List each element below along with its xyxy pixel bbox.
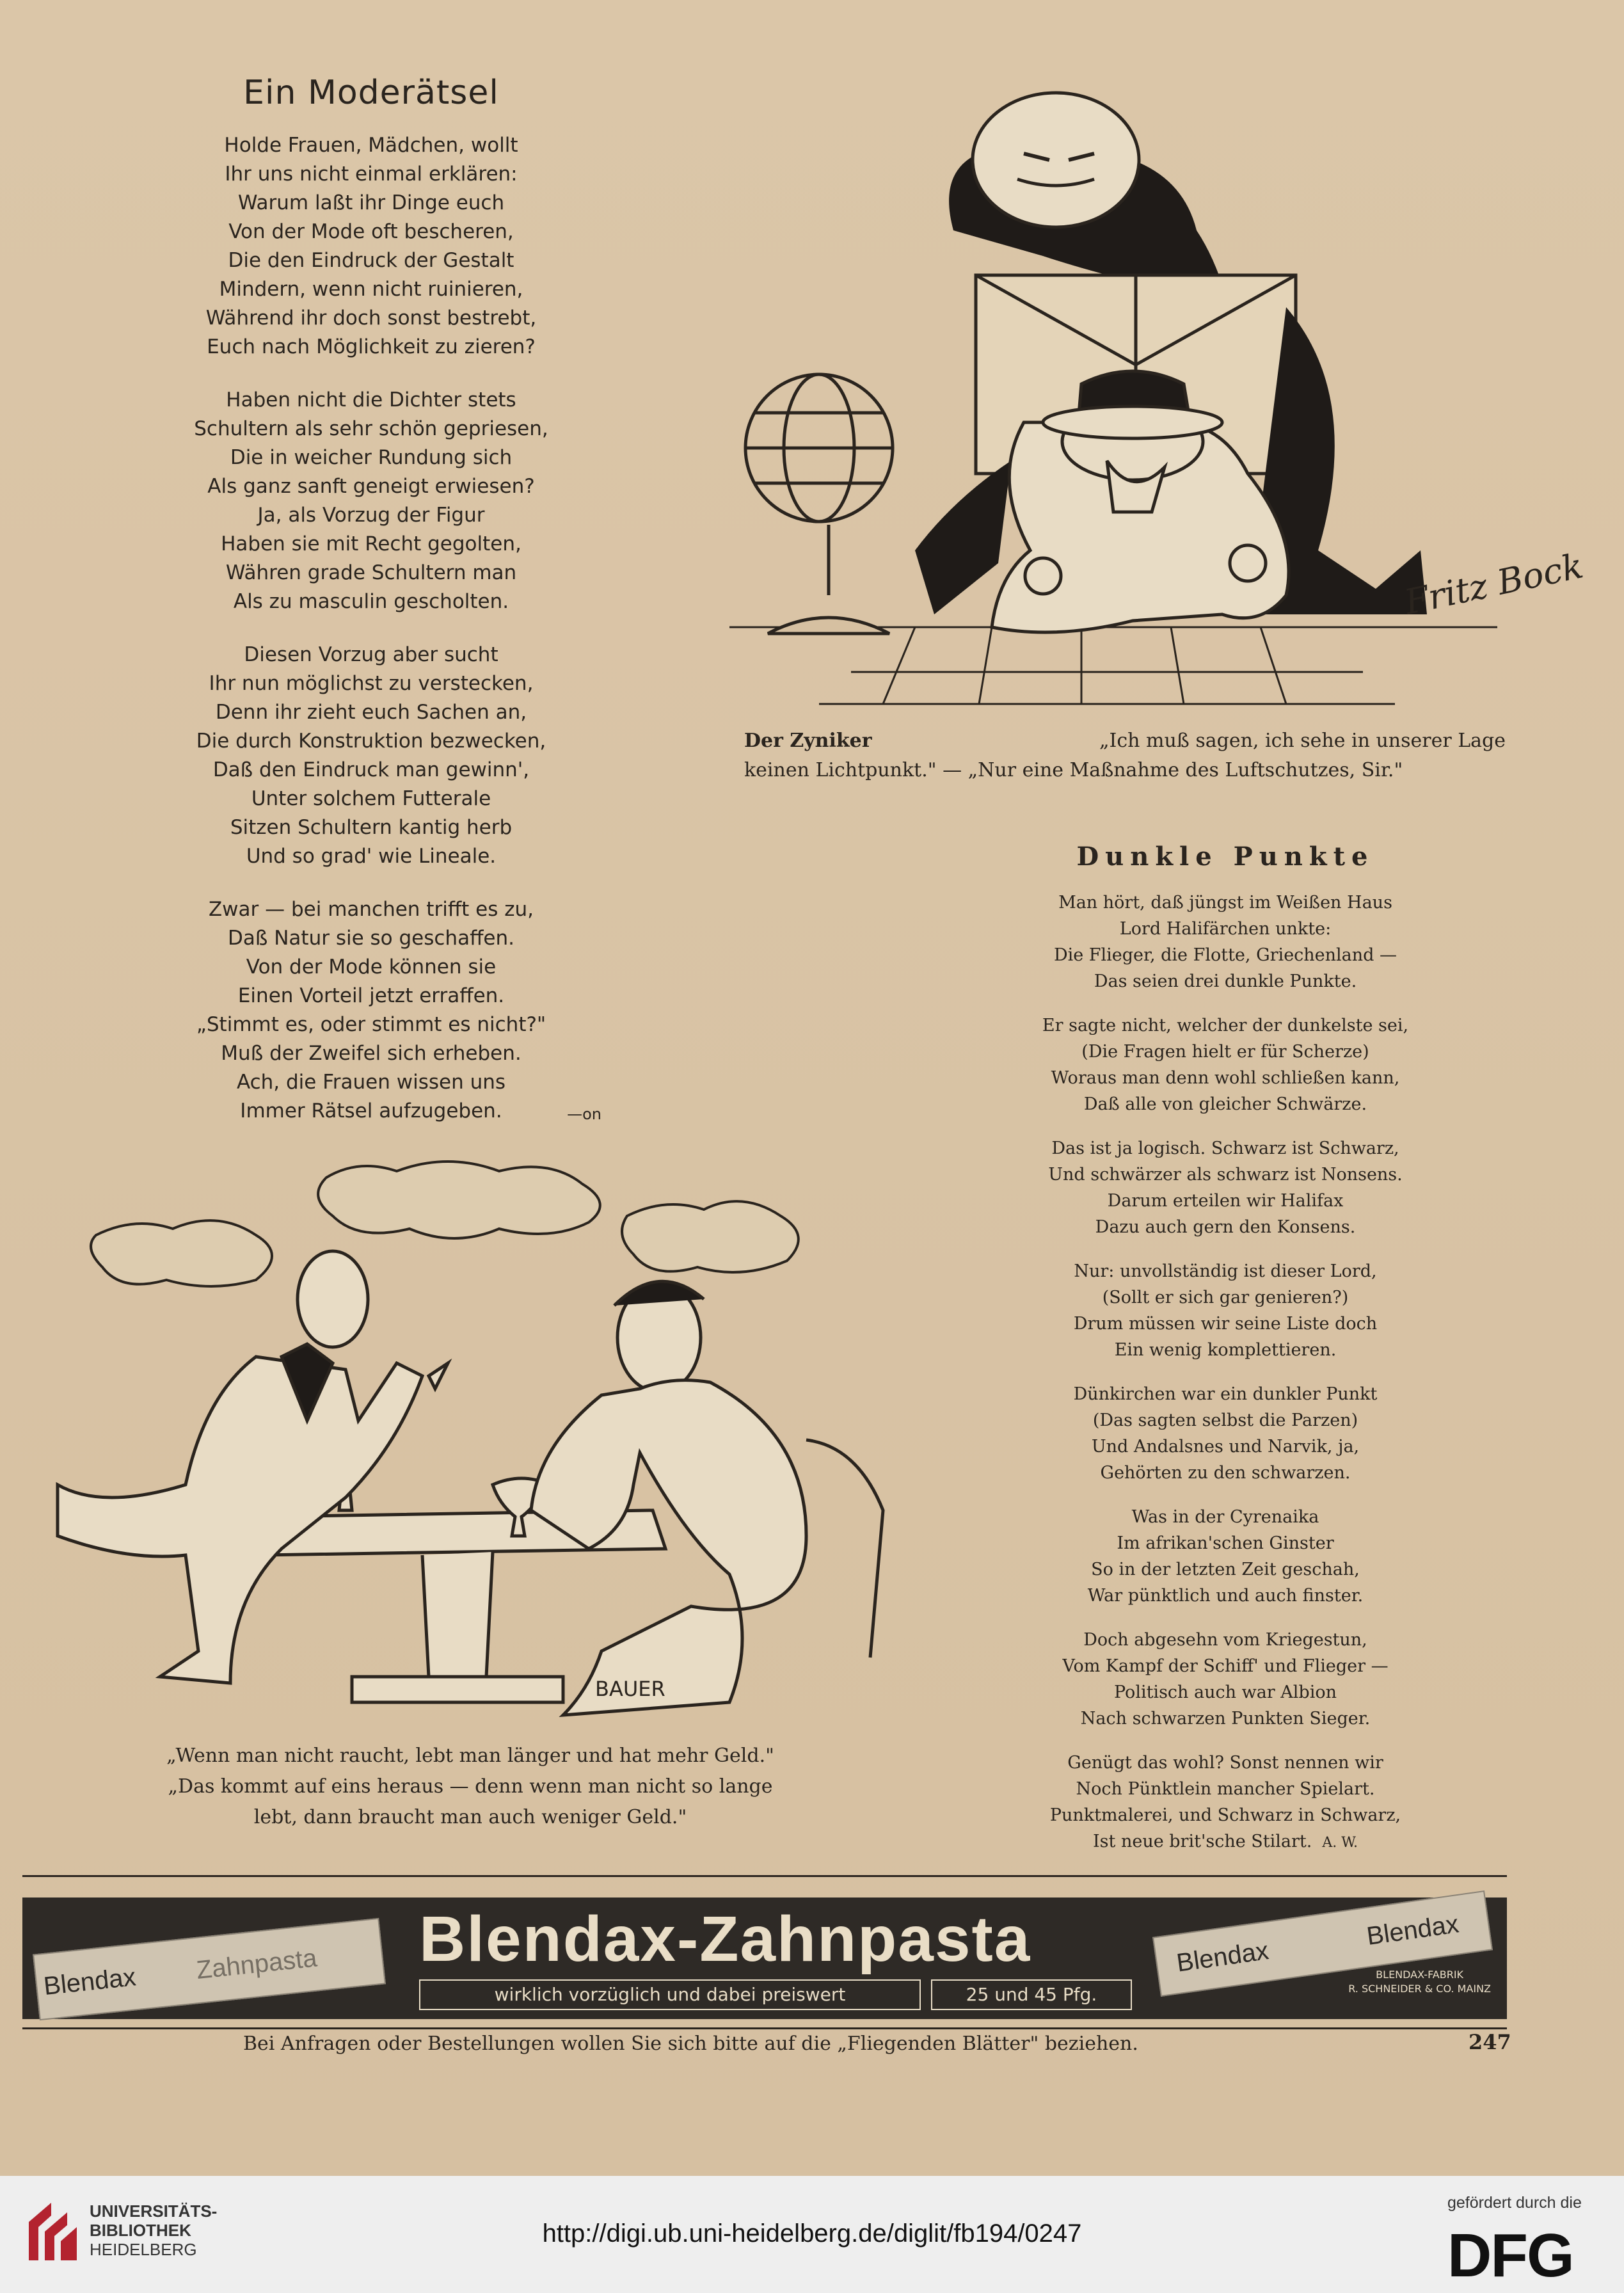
- ad-maker: [1348, 1968, 1491, 1996]
- poem-line: Mindern, wenn nicht ruinieren,: [219, 278, 523, 301]
- poem-line: Drum müssen wir seine Liste doch: [1073, 1314, 1378, 1334]
- ad-maker-line-2: R. SCHNEIDER & CO. MAINZ: [1348, 1983, 1491, 1995]
- ad-price: 25 und 45 Pfg.: [931, 1979, 1132, 2010]
- poem-line: Muß der Zweifel sich erheben.: [221, 1042, 521, 1065]
- poem-line: Nach schwarzen Punkten Sieger.: [1080, 1709, 1371, 1729]
- page-number: 247: [1469, 2030, 1511, 2054]
- cartoon-signature: BAUER: [595, 1677, 665, 1701]
- poem-line: Nur: unvollständig ist dieser Lord,: [1074, 1261, 1377, 1281]
- library-line-3: HEIDELBERG: [90, 2240, 197, 2259]
- left-man-drawing: [58, 1251, 448, 1683]
- poem-line: So in der letzten Zeit geschah,: [1091, 1560, 1360, 1579]
- poem-line: Darum erteilen wir Halifax: [1107, 1191, 1344, 1211]
- poem-stanza: [998, 1258, 1453, 1363]
- poem-line: Die Flieger, die Flotte, Griechenland —: [1053, 945, 1397, 965]
- poem-signature: —on: [567, 1105, 601, 1123]
- funded-by-label: gefördert durch die: [1447, 2194, 1582, 2212]
- divider-bottom: [22, 2027, 1507, 2029]
- poem-signature: A. W.: [1322, 1835, 1358, 1851]
- poem-stanza: [147, 386, 595, 616]
- smoke-clouds-drawing: [91, 1162, 799, 1286]
- poem-line: Die den Eindruck der Gestalt: [228, 249, 514, 272]
- caption-line-2: „Das kommt auf eins heraus — denn wenn man nicht so lange: [168, 1775, 773, 1798]
- ad-title: Blendax-Zahnpasta: [419, 1903, 1031, 1975]
- poem-line: Zwar — bei manchen trifft es zu,: [208, 898, 534, 921]
- poem-line: Warum laßt ihr Dinge euch: [237, 191, 505, 214]
- poem-stanza: [998, 1381, 1453, 1486]
- poem-line: Genügt das wohl? Sonst nennen wir: [1067, 1753, 1383, 1773]
- poem-line: Ist neue brit'sche Stilart. A. W.: [1093, 1832, 1358, 1851]
- tube-brand-label: Blendax: [1365, 1910, 1461, 1951]
- globe-drawing: [745, 374, 893, 634]
- poem-line: Vom Kampf der Schiff' und Flieger —: [1062, 1656, 1389, 1676]
- blendax-advertisement: [22, 1898, 1507, 2019]
- poem-line: Doch abgesehn vom Kriegestun,: [1083, 1630, 1367, 1650]
- poem-line: Schultern als sehr schön gepriesen,: [194, 417, 548, 440]
- cartoon-signature: Fritz Bock: [1401, 545, 1587, 623]
- poem-line: Ach, die Frauen wissen uns: [236, 1071, 506, 1094]
- poem-line: Daß Natur sie so geschaffen.: [227, 927, 515, 950]
- cartoon-zyniker: [723, 64, 1587, 710]
- poem-line: Lord Halifärchen unkte:: [1119, 919, 1332, 939]
- poem-line: Von der Mode oft bescheren,: [228, 220, 514, 243]
- floor-grid-drawing: [729, 627, 1497, 704]
- poem-line: Als ganz sanft geneigt erwiesen?: [207, 475, 535, 498]
- poem-stanza: [998, 1135, 1453, 1240]
- poem-line: Dazu auch gern den Konsens.: [1095, 1217, 1356, 1237]
- poem-stanza: [998, 1012, 1453, 1117]
- toothpaste-tube-left: [33, 1918, 386, 2020]
- poem-line: Politisch auch war Albion: [1113, 1682, 1337, 1702]
- footer-note: Bei Anfragen oder Bestellungen wollen Sie sich bitte auf die „Fliegenden Blätter" beziehen.: [243, 2033, 1138, 2055]
- poem-line: Noch Pünktlein mancher Spielart.: [1076, 1779, 1375, 1799]
- poem-line: Als zu masculin gescholten.: [233, 590, 509, 613]
- poem-stanza: [147, 641, 595, 871]
- poem-stanza: [147, 895, 601, 1126]
- poem-stanza: [998, 1750, 1453, 1856]
- tube-brand-label: Blendax: [42, 1963, 138, 2001]
- poem-line: War pünktlich und auch finster.: [1087, 1586, 1364, 1606]
- poem-line: Immer Rätsel aufzugeben.: [240, 1099, 502, 1123]
- poem-line: Woraus man denn wohl schließen kann,: [1051, 1068, 1400, 1088]
- poem-line: Gehörten zu den schwarzen.: [1100, 1463, 1351, 1483]
- poem-line: Daß alle von gleicher Schwärze.: [1083, 1094, 1367, 1114]
- poem-line: Was in der Cyrenaika: [1131, 1507, 1319, 1527]
- poem-line: Sitzen Schultern kantig herb: [230, 816, 513, 839]
- ad-tagline: wirklich vorzüglich und dabei preiswert: [419, 1979, 921, 2010]
- poem-line: Haben nicht die Dichter stets: [226, 388, 516, 411]
- caption-smokers: [102, 1741, 838, 1833]
- caption-title: Der Zyniker: [744, 730, 872, 752]
- ad-maker-line-1: BLENDAX-FABRIK: [1376, 1969, 1464, 1981]
- library-line-2: BIBLIOTHEK: [90, 2221, 191, 2240]
- poem-line: (Die Fragen hielt er für Scherze): [1081, 1042, 1369, 1062]
- poem-line: Unter solchem Futterale: [251, 787, 491, 810]
- poem-line: (Das sagten selbst die Parzen): [1092, 1410, 1358, 1430]
- poem-line: Denn ihr zieht euch Sachen an,: [215, 701, 527, 724]
- poem-title: Dunkle Punkte: [1076, 842, 1374, 872]
- poem-line: Haben sie mit Recht gegolten,: [221, 532, 521, 555]
- poem-line: Von der Mode können sie: [246, 955, 497, 979]
- tube-product-label: Zahnpasta: [195, 1944, 319, 1985]
- digital-collection-url[interactable]: [0, 2219, 1624, 2248]
- poem-line: Daß den Eindruck man gewinn',: [212, 758, 530, 781]
- poem-line: Und schwärzer als schwarz ist Nonsens.: [1048, 1165, 1403, 1185]
- poem-dunkle-punkte: [998, 842, 1453, 1874]
- poem-line: Dünkirchen war ein dunkler Punkt: [1073, 1384, 1378, 1404]
- right-man-drawing: [531, 1281, 883, 1715]
- caption-line-1: „Wenn man nicht raucht, lebt man länger und hat mehr Geld.": [166, 1745, 774, 1767]
- poem-line: Die in weicher Rundung sich: [230, 446, 513, 469]
- poem-title: Ein Moderätsel: [243, 74, 499, 112]
- poem-line: Diesen Vorzug aber sucht: [244, 643, 498, 666]
- poem-stanza: [998, 1504, 1453, 1609]
- poem-line: Die durch Konstruktion bezwecken,: [196, 730, 546, 753]
- poem-line: Während ihr doch sonst bestrebt,: [205, 307, 537, 330]
- tube-brand-label: Blendax: [1175, 1937, 1271, 1977]
- caption-zyniker: [744, 726, 1506, 785]
- poem-line: (Sollt er sich gar genieren?): [1102, 1288, 1349, 1307]
- poem-line: Punktmalerei, und Schwarz in Schwarz,: [1049, 1805, 1401, 1825]
- poem-line: Er sagte nicht, welcher der dunkelste sei,: [1042, 1016, 1409, 1035]
- poem-line: Man hört, daß jüngst im Weißen Haus: [1058, 893, 1392, 913]
- cartoon-smokers: [38, 1152, 941, 1741]
- poem-line: Ihr nun möglichst zu verstecken,: [209, 672, 534, 695]
- divider-top: [22, 1875, 1507, 1877]
- poem-line: Im afrikan'schen Ginster: [1117, 1533, 1334, 1553]
- poem-line: „Stimmt es, oder stimmt es nicht?": [196, 1013, 546, 1036]
- poem-line: Das ist ja logisch. Schwarz ist Schwarz,: [1051, 1139, 1399, 1158]
- poem-line: Holde Frauen, Mädchen, wollt: [224, 134, 518, 157]
- dfg-logo: DFG: [1447, 2221, 1573, 2290]
- caption-line-3: lebt, dann braucht man auch weniger Geld.": [253, 1806, 687, 1828]
- poem-line: Ein wenig komplettieren.: [1114, 1340, 1337, 1360]
- poem-line: Einen Vorteil jetzt erraffen.: [237, 984, 505, 1007]
- poem-line: Ihr uns nicht einmal erklären:: [225, 163, 518, 186]
- poem-line: Euch nach Möglichkeit zu zieren?: [207, 335, 536, 358]
- poem-stanza: [998, 1627, 1453, 1732]
- poem-line: Und Andalsnes und Narvik, ja,: [1091, 1437, 1360, 1457]
- poem-line: Und so grad' wie Lineale.: [246, 845, 497, 868]
- poem-moderaetsel: [147, 74, 601, 1150]
- library-line-1: UNIVERSITÄTS-: [90, 2201, 218, 2221]
- poem-line: Währen grade Schultern man: [225, 561, 517, 584]
- caption-line-2: keinen Lichtpunkt." — „Nur eine Maßnahme des Luftschutzes, Sir.": [744, 759, 1403, 781]
- poem-line: Das seien drei dunkle Punkte.: [1094, 971, 1357, 991]
- poem-stanza: [998, 890, 1453, 995]
- poem-line: Ja, als Vorzug der Figur: [257, 504, 485, 527]
- caption-line-1: „Ich muß sagen, ich sehe in unserer Lage: [1099, 730, 1506, 752]
- poem-stanza: [147, 131, 595, 362]
- url-link[interactable]: http://digi.ub.uni-heidelberg.de/diglit/fb194/0247: [542, 2219, 1082, 2248]
